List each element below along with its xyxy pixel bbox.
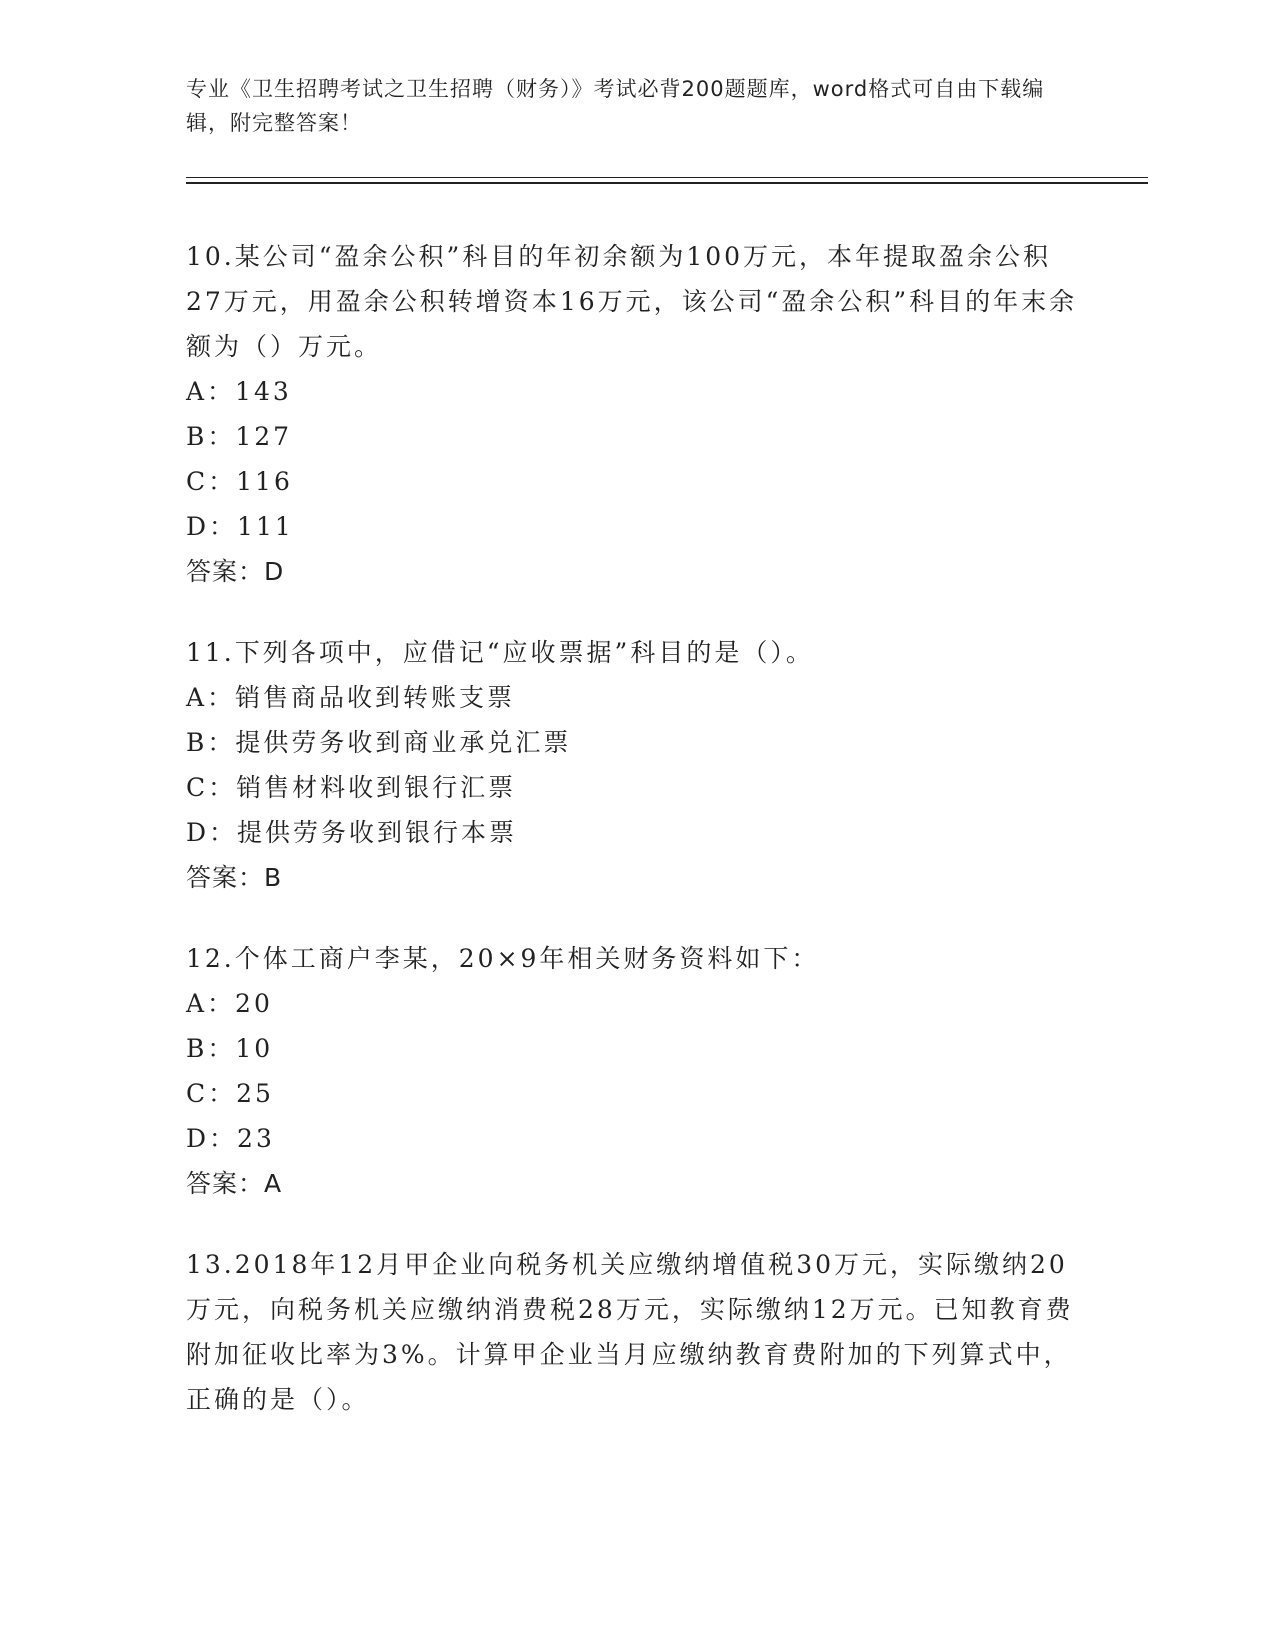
question-10 bbox=[186, 234, 1086, 594]
option-a: A：143 bbox=[186, 377, 292, 406]
answer: 答案：B bbox=[186, 863, 283, 892]
option-c: C：116 bbox=[186, 467, 293, 496]
question-list bbox=[186, 234, 1086, 1458]
option-b: B：127 bbox=[186, 422, 293, 451]
question-13 bbox=[186, 1242, 1086, 1422]
option-c: C：销售材料收到银行汇票 bbox=[186, 773, 517, 802]
header-rule-thin bbox=[186, 177, 1148, 178]
question-stem: 11.下列各项中，应借记“应收票据”科目的是（）。 bbox=[186, 638, 814, 667]
answer: 答案：D bbox=[186, 557, 285, 586]
document-header: 专业《卫生招聘考试之卫生招聘（财务）》考试必背200题题库，word格式可自由下载编辑，附完整答案！ bbox=[186, 77, 1045, 135]
option-b: B：10 bbox=[186, 1034, 274, 1063]
header-rule-thick bbox=[186, 182, 1148, 184]
question-stem: 12.个体工商户李某，20×9年相关财务资料如下： bbox=[186, 944, 820, 973]
option-a: A：20 bbox=[186, 989, 273, 1018]
option-d: D：23 bbox=[186, 1124, 275, 1153]
option-d: D：提供劳务收到银行本票 bbox=[186, 818, 518, 847]
question-stem: 10.某公司“盈余公积”科目的年初余额为100万元，本年提取盈余公积27万元，用盈余公积转增资本16万元，该公司“盈余公积”科目的年末余额为（）万元。 bbox=[186, 242, 1078, 361]
option-a: A：销售商品收到转账支票 bbox=[186, 683, 516, 712]
question-11 bbox=[186, 630, 1086, 900]
question-12 bbox=[186, 936, 1086, 1206]
option-d: D：111 bbox=[186, 512, 294, 541]
answer: 答案：A bbox=[186, 1169, 283, 1198]
option-b: B：提供劳务收到商业承兑汇票 bbox=[186, 728, 572, 757]
question-stem: 13.2018年12月甲企业向税务机关应缴纳增值税30万元，实际缴纳20万元，向税务机关应缴纳消费税28万元，实际缴纳12万元。已知教育费附加征收比率为3%。计算甲企业当月应缴纳教育费附加的下列算式中，正确的是（）。 bbox=[186, 1250, 1074, 1414]
option-c: C：25 bbox=[186, 1079, 274, 1108]
